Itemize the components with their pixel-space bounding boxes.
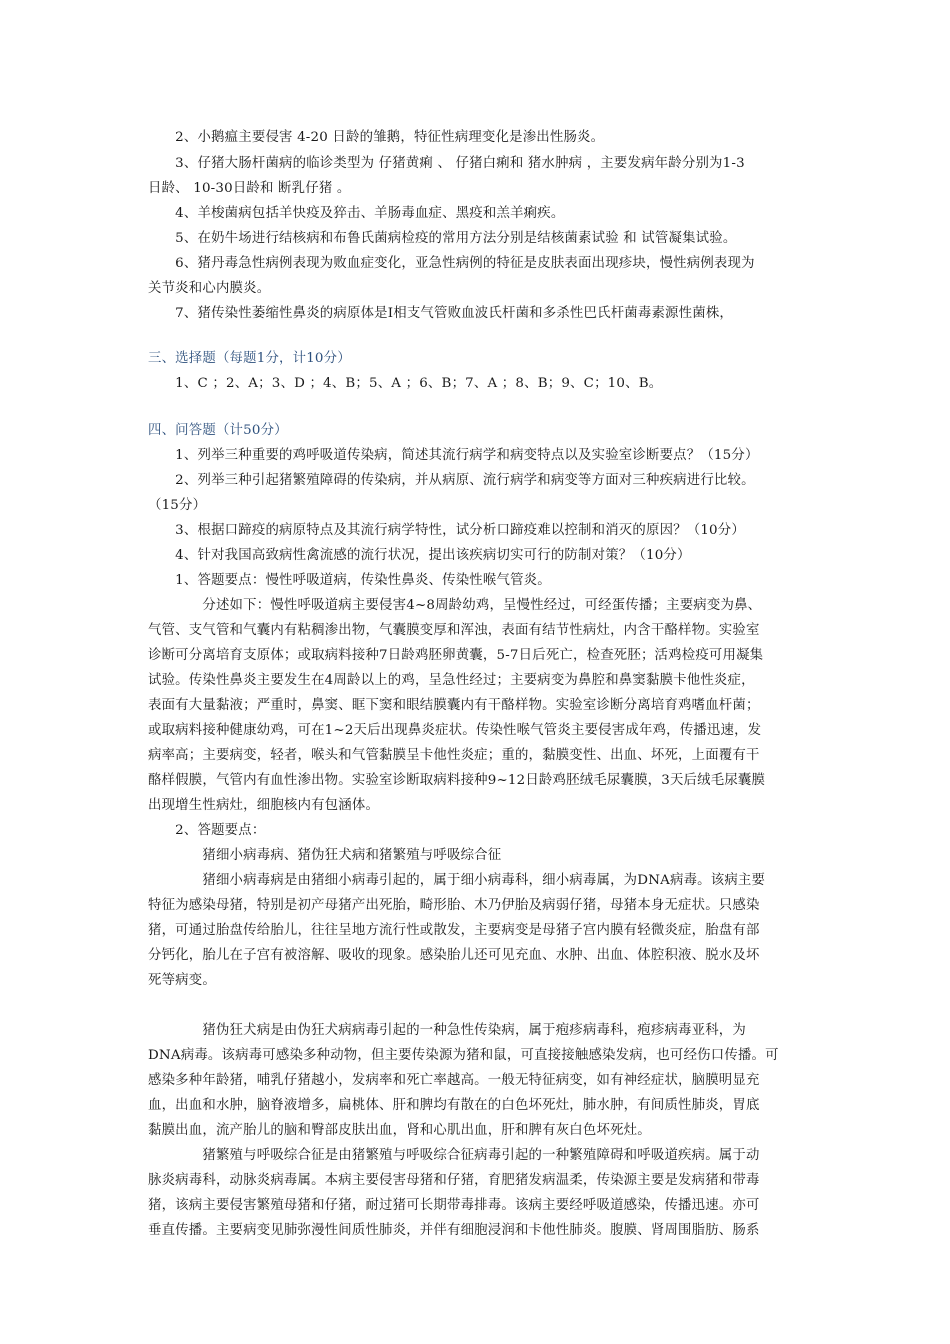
fill-answer-6: 6、猪丹毒急性病例表现为败血症变化，亚急性病例的特征是皮肤表面出现疹块，慢性病例表现为 — [148, 256, 755, 271]
qa-answer-1-text: 试验。传染性鼻炎主要发生在4周龄以上的鸡，呈急性经过；主要病变为鼻腔和鼻窦黏膜卡他性炎症， — [148, 673, 755, 688]
qa-question-2: 2、列举三种引起猪繁殖障碍的传染病，并从病原、流行病学和病变等方面对三种疾病进行比较。 — [148, 473, 755, 488]
fill-answer-4: 4、羊梭菌病包括羊快疫及猝击、羊肠毒血症、黑疫和羔羊痢疾。 — [148, 206, 565, 221]
qa-answer-2-text: 黏膜出血，流产胎儿的脑和臀部皮肤出血，肾和心肌出血，肝和脾有灰白色坏死灶。 — [148, 1123, 651, 1138]
qa-answer-2-text: 分钙化，胎儿在子宫有被溶解、吸收的现象。感染胎儿还可见充血、水肿、出血、体腔积液、脱水及坏 — [148, 948, 760, 963]
qa-answer-1-text: 或取病料接种健康幼鸡，可在1~2天后出现鼻炎症状。传染性喉气管炎主要侵害成年鸡，传播迅速，发 — [148, 723, 762, 738]
qa-answer-2-text: 猪伪狂犬病是由伪狂犬病病毒引起的一种急性传染病，属于疱疹病毒科，疱疹病毒亚科，为 — [148, 1023, 746, 1038]
fill-answer-2: 2、小鹅瘟主要侵害 4-20 日龄的雏鹅，特征性病理变化是渗出性肠炎。 — [148, 130, 605, 145]
qa-answer-2-text: 猪细小病毒病是由猪细小病毒引起的，属于细小病毒科，细小病毒属，为DNA病毒。该病主要 — [148, 873, 766, 888]
fill-answer-3-cont: 日龄、 10-30日龄和 断乳仔猪 。 — [148, 181, 351, 196]
choice-answers: 1、C ；2、A；3、D ；4、B；5、A ；6、B；7、A ；8、B；9、C；10、B。 — [148, 376, 663, 391]
qa-answer-2-text: 特征为感染母猪，特别是初产母猪产出死胎，畸形胎、木乃伊胎及病弱仔猪，母猪本身无症状。只感染 — [148, 898, 760, 913]
qa-answer-1-text: 表面有大量黏液；严重时，鼻窦、眶下窦和眼结膜囊内有干酪样物。实验室诊断分离培育鸡嗜血杆菌； — [148, 698, 760, 713]
qa-answer-2-text: 感染多种年龄猪，哺乳仔猪越小，发病率和死亡率越高。一般无特征病变，如有神经症状，脑膜明显充 — [148, 1073, 760, 1088]
qa-answer-2-text: 猪，该病主要侵害繁殖母猪和仔猪，耐过猪可长期带毒排毒。该病主要经呼吸道感染，传播迅速。亦可 — [148, 1198, 760, 1213]
qa-answer-1-text: 酪样假膜，气管内有血性渗出物。实验室诊断取病料接种9~12日龄鸡胚绒毛尿囊膜，3天后绒毛尿囊膜 — [148, 773, 766, 788]
qa-answer-1-text: 诊断可分离培育支原体；或取病料接种7日龄鸡胚卵黄囊，5-7日后死亡，检查死胚；活鸡检疫可用凝集 — [148, 648, 764, 663]
qa-question-2-cont: （15分） — [148, 498, 207, 513]
fill-answer-6-cont: 关节炎和心内膜炎。 — [148, 281, 271, 296]
qa-answer-2-text: 猪，可通过胎盘传给胎儿，往往呈地方流行性或散发，主要病变是母猪子宫内膜有轻微炎症，胎盘有部 — [148, 923, 760, 938]
fill-answer-7: 7、猪传染性萎缩性鼻炎的病原体是Ⅰ相支气管败血波氏杆菌和多杀性巴氏杆菌毒素源性菌株， — [148, 306, 734, 321]
qa-answer-2-heading: 2、答题要点： — [148, 823, 266, 838]
qa-question-4: 4、针对我国高致病性禽流感的流行状况，提出该疾病切实可行的防制对策？（10分） — [148, 548, 691, 563]
fill-answer-3: 3、仔猪大肠杆菌病的临诊类型为 仔猪黄痢 、 仔猪白痢和 猪水肿病 ，主要发病年龄分别为1-3 — [148, 156, 745, 171]
qa-answer-2-text: DNA病毒。该病毒可感染多种动物，但主要传染源为猪和鼠，可直接接触感染发病，也可经伤口传播。可 — [148, 1048, 779, 1063]
qa-section-heading: 四、问答题（计50分） — [148, 423, 288, 438]
qa-answer-1-heading: 1、答题要点：慢性呼吸道病，传染性鼻炎、传染性喉气管炎。 — [148, 573, 551, 588]
qa-answer-1-text: 出现增生性病灶，细胞核内有包涵体。 — [148, 798, 380, 813]
qa-answer-2-text: 血，出血和水肿，脑脊液增多，扁桃体、肝和脾均有散在的白色坏死灶，肺水肿，有间质性肺炎，胃底 — [148, 1098, 760, 1113]
qa-answer-2-text: 猪繁殖与呼吸综合征是由猪繁殖与呼吸综合征病毒引起的一种繁殖障碍和呼吸道疾病。属于动 — [148, 1148, 760, 1163]
qa-answer-2-text: 脉炎病毒科，动脉炎病毒属。本病主要侵害母猪和仔猪，育肥猪发病温柔，传染源主要是发病猪和带毒 — [148, 1173, 760, 1188]
choice-section-heading: 三、选择题（每题1分，计10分） — [148, 351, 351, 366]
qa-answer-2-subtitle: 猪细小病毒病、猪伪狂犬病和猪繁殖与呼吸综合征 — [148, 848, 502, 863]
fill-answer-5: 5、在奶牛场进行结核病和布鲁氏菌病检疫的常用方法分别是结核菌素试验 和 试管凝集试验。 — [148, 231, 737, 246]
qa-answer-2-text: 垂直传播。主要病变见肺弥漫性间质性肺炎，并伴有细胞浸润和卡他性肺炎。腹膜、肾周围脂肪、肠系 — [148, 1223, 760, 1238]
qa-answer-2-text: 死等病变。 — [148, 973, 216, 988]
qa-answer-1-text: 病率高；主要病变，轻者，喉头和气管黏膜呈卡他性炎症；重的，黏膜变性、出血、坏死，上面覆有干 — [148, 748, 760, 763]
qa-answer-1-text: 分述如下：慢性呼吸道病主要侵害4~8周龄幼鸡，呈慢性经过，可经蛋传播；主要病变为鼻、 — [148, 598, 762, 613]
qa-question-1: 1、列举三种重要的鸡呼吸道传染病，简述其流行病学和病变特点以及实验室诊断要点？（15分） — [148, 448, 759, 463]
qa-question-3: 3、根据口蹄疫的病原特点及其流行病学特性，试分析口蹄疫难以控制和消灭的原因？（10分） — [148, 523, 745, 538]
qa-answer-1-text: 气管、支气管和气囊内有粘稠渗出物，气囊膜变厚和浑浊，表面有结节性病灶，内含干酪样物。实验室 — [148, 623, 760, 638]
